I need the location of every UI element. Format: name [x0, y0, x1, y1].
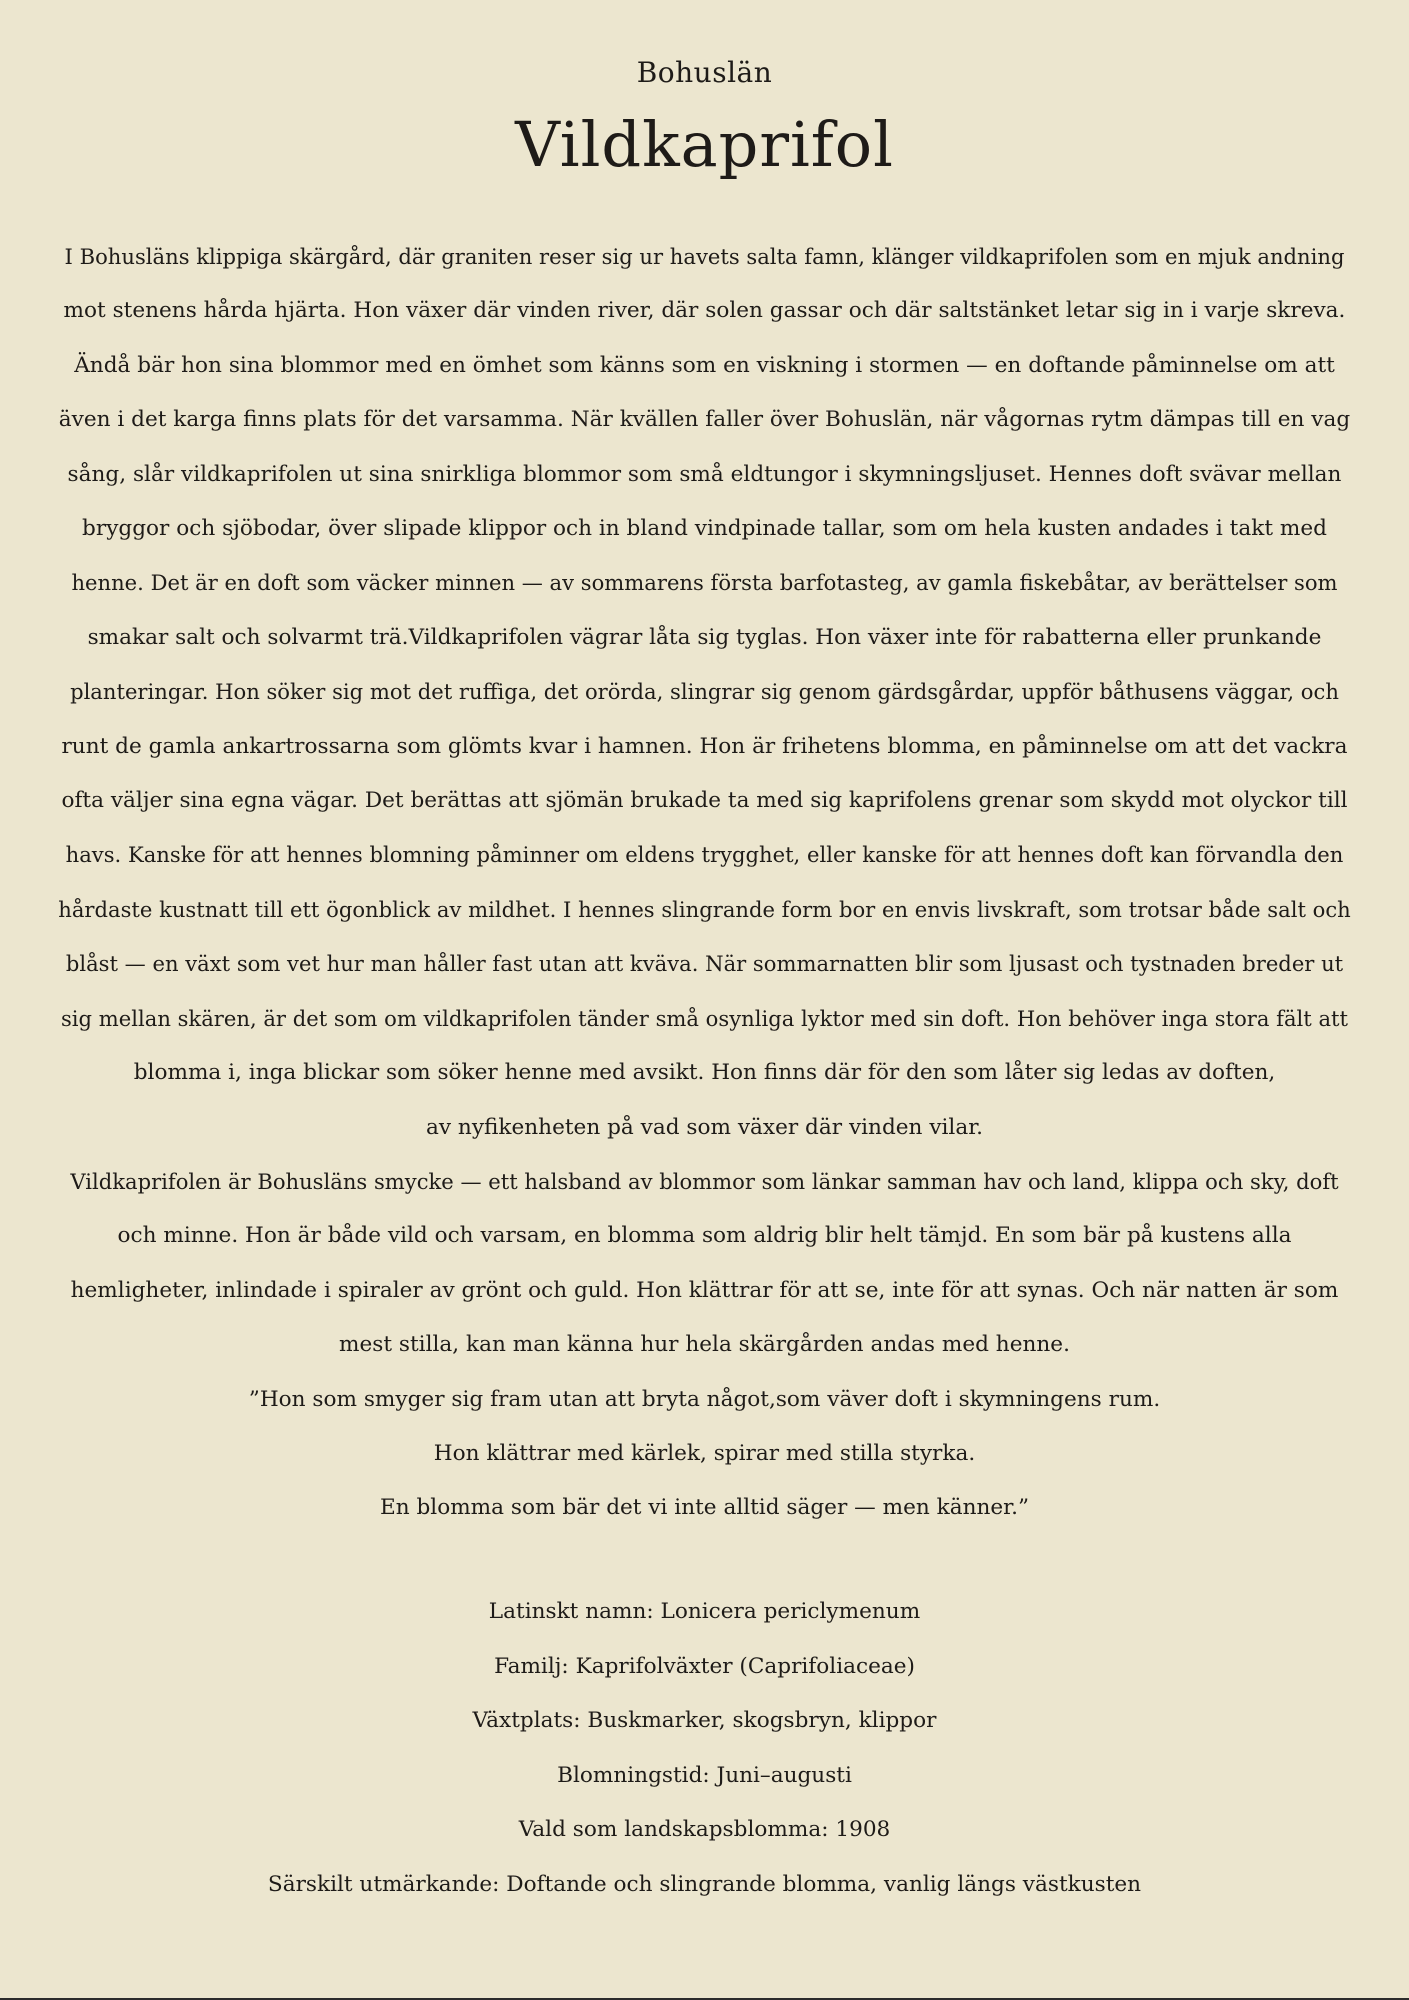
- body-line: hemligheter, inlindade i spiraler av grönt och guld. Hon klättrar för att se, inte för att synas. Och när natten är som: [70, 1277, 1339, 1303]
- body-line: smakar salt och solvarmt trä.Vildkaprifolen vägrar låta sig tyglas. Hon växer inte för rabatterna eller prunkande: [87, 624, 1322, 650]
- body-line: runt de gamla ankartrossarna som glömts kvar i hamnen. Hon är frihetens blomma, en påminnelse om att det vackra: [61, 733, 1348, 759]
- fact-chosen-year: Vald som landskapsblomma: 1908: [518, 1817, 891, 1842]
- body-line: havs. Kanske för att hennes blomning påminner om eldens trygghet, eller kanske för att hennes doft kan förvandla den: [65, 842, 1344, 868]
- body-line: blomma i, inga blickar som söker henne med avsikt. Hon finns där för den som låter sig ledas av doften,: [133, 1060, 1276, 1086]
- body-line: mest stilla, kan man känna hur hela skärgården andas med henne.: [339, 1332, 1070, 1358]
- body-line: planteringar. Hon söker sig mot det ruffiga, det orörda, slingrar sig genom gärdsgårdar, uppför båthusens väggar, och: [70, 679, 1339, 705]
- body-line: och minne. Hon är både vild och varsam, en blomma som aldrig blir helt tämjd. En som bär på kustens alla: [117, 1223, 1292, 1249]
- body-line: Ändå bär hon sina blommor med en ömhet som känns som en viskning i stormen — en doftande påminnelse om att: [74, 352, 1335, 378]
- poem-line: ”Hon som smyger sig fram utan att bryta något,som väver doft i skymningens rum.: [248, 1386, 1161, 1412]
- fact-latin-name: Latinskt namn: Lonicera periclymenum: [488, 1599, 921, 1624]
- body-line: I Bohusläns klippiga skärgård, där graniten reser sig ur havets salta famn, klänger vildkaprifolen som en mjuk andning: [64, 244, 1345, 269]
- body-line: även i det karga finns plats för det varsamma. När kvällen faller över Bohuslän, när vågornas rytm dämpas till en vag: [58, 407, 1351, 433]
- fact-habitat: Växtplats: Buskmarker, skogsbryn, klippor: [472, 1708, 937, 1733]
- body-line: sång, slår vildkaprifolen ut sina snirkliga blommor som små eldtungor i skymningsljuset. Hennes doft svävar mellan: [67, 461, 1342, 487]
- body-line: av nyfikenheten på vad som växer där vinden vilar.: [425, 1114, 984, 1140]
- body-line: sig mellan skären, är det som om vildkaprifolen tänder små osynliga lyktor med sin doft. Hon behöver inga stora fält att: [60, 1005, 1349, 1031]
- body-line: mot stenens hårda hjärta. Hon växer där vinden river, där solen gassar och där saltstänket letar sig in i varje skreva.: [63, 298, 1346, 324]
- body-line: bryggor och sjöbodar, över slipade klippor och in bland vindpinade tallar, som om hela kusten andades i takt med: [82, 516, 1327, 542]
- facts-list: [0, 1585, 1409, 1912]
- body-text: [58, 230, 1351, 1536]
- poem-line: En blomma som bär det vi inte alltid säger — men känner.”: [379, 1495, 1030, 1521]
- body-line: henne. Det är en doft som väcker minnen — av sommarens första barfotasteg, av gamla fiskebåtar, av berättelser som: [71, 570, 1338, 596]
- fact-bloom-time: Blomningstid: Juni–augusti: [557, 1762, 852, 1788]
- poem-line: Hon klättrar med kärlek, spirar med stilla styrka.: [433, 1440, 976, 1466]
- body-line: Vildkaprifolen är Bohusläns smycke — ett halsband av blommor som länkar samman hav och land, klippa och sky, doft: [70, 1168, 1339, 1194]
- body-line: blåst — en växt som vet hur man håller fast utan att kväva. När sommarnatten blir som ljusast och tystnaden breder ut: [65, 951, 1344, 977]
- body-line: ofta väljer sina egna vägar. Det berättas att sjömän brukade ta med sig kaprifolens grenar som skydd mot olyckor till: [61, 788, 1348, 814]
- fact-special: Särskilt utmärkande: Doftande och slingrande blomma, vanlig längs västkusten: [267, 1871, 1142, 1897]
- page-title: Vildkaprifol: [515, 108, 894, 181]
- region-name: Bohuslän: [636, 56, 773, 89]
- body-line: hårdaste kustnatt till ett ögonblick av mildhet. I hennes slingrande form bor en envis livskraft, som trotsar både salt och: [58, 896, 1351, 922]
- fact-family: Familj: Kaprifolväxter (Caprifoliaceae): [494, 1653, 915, 1679]
